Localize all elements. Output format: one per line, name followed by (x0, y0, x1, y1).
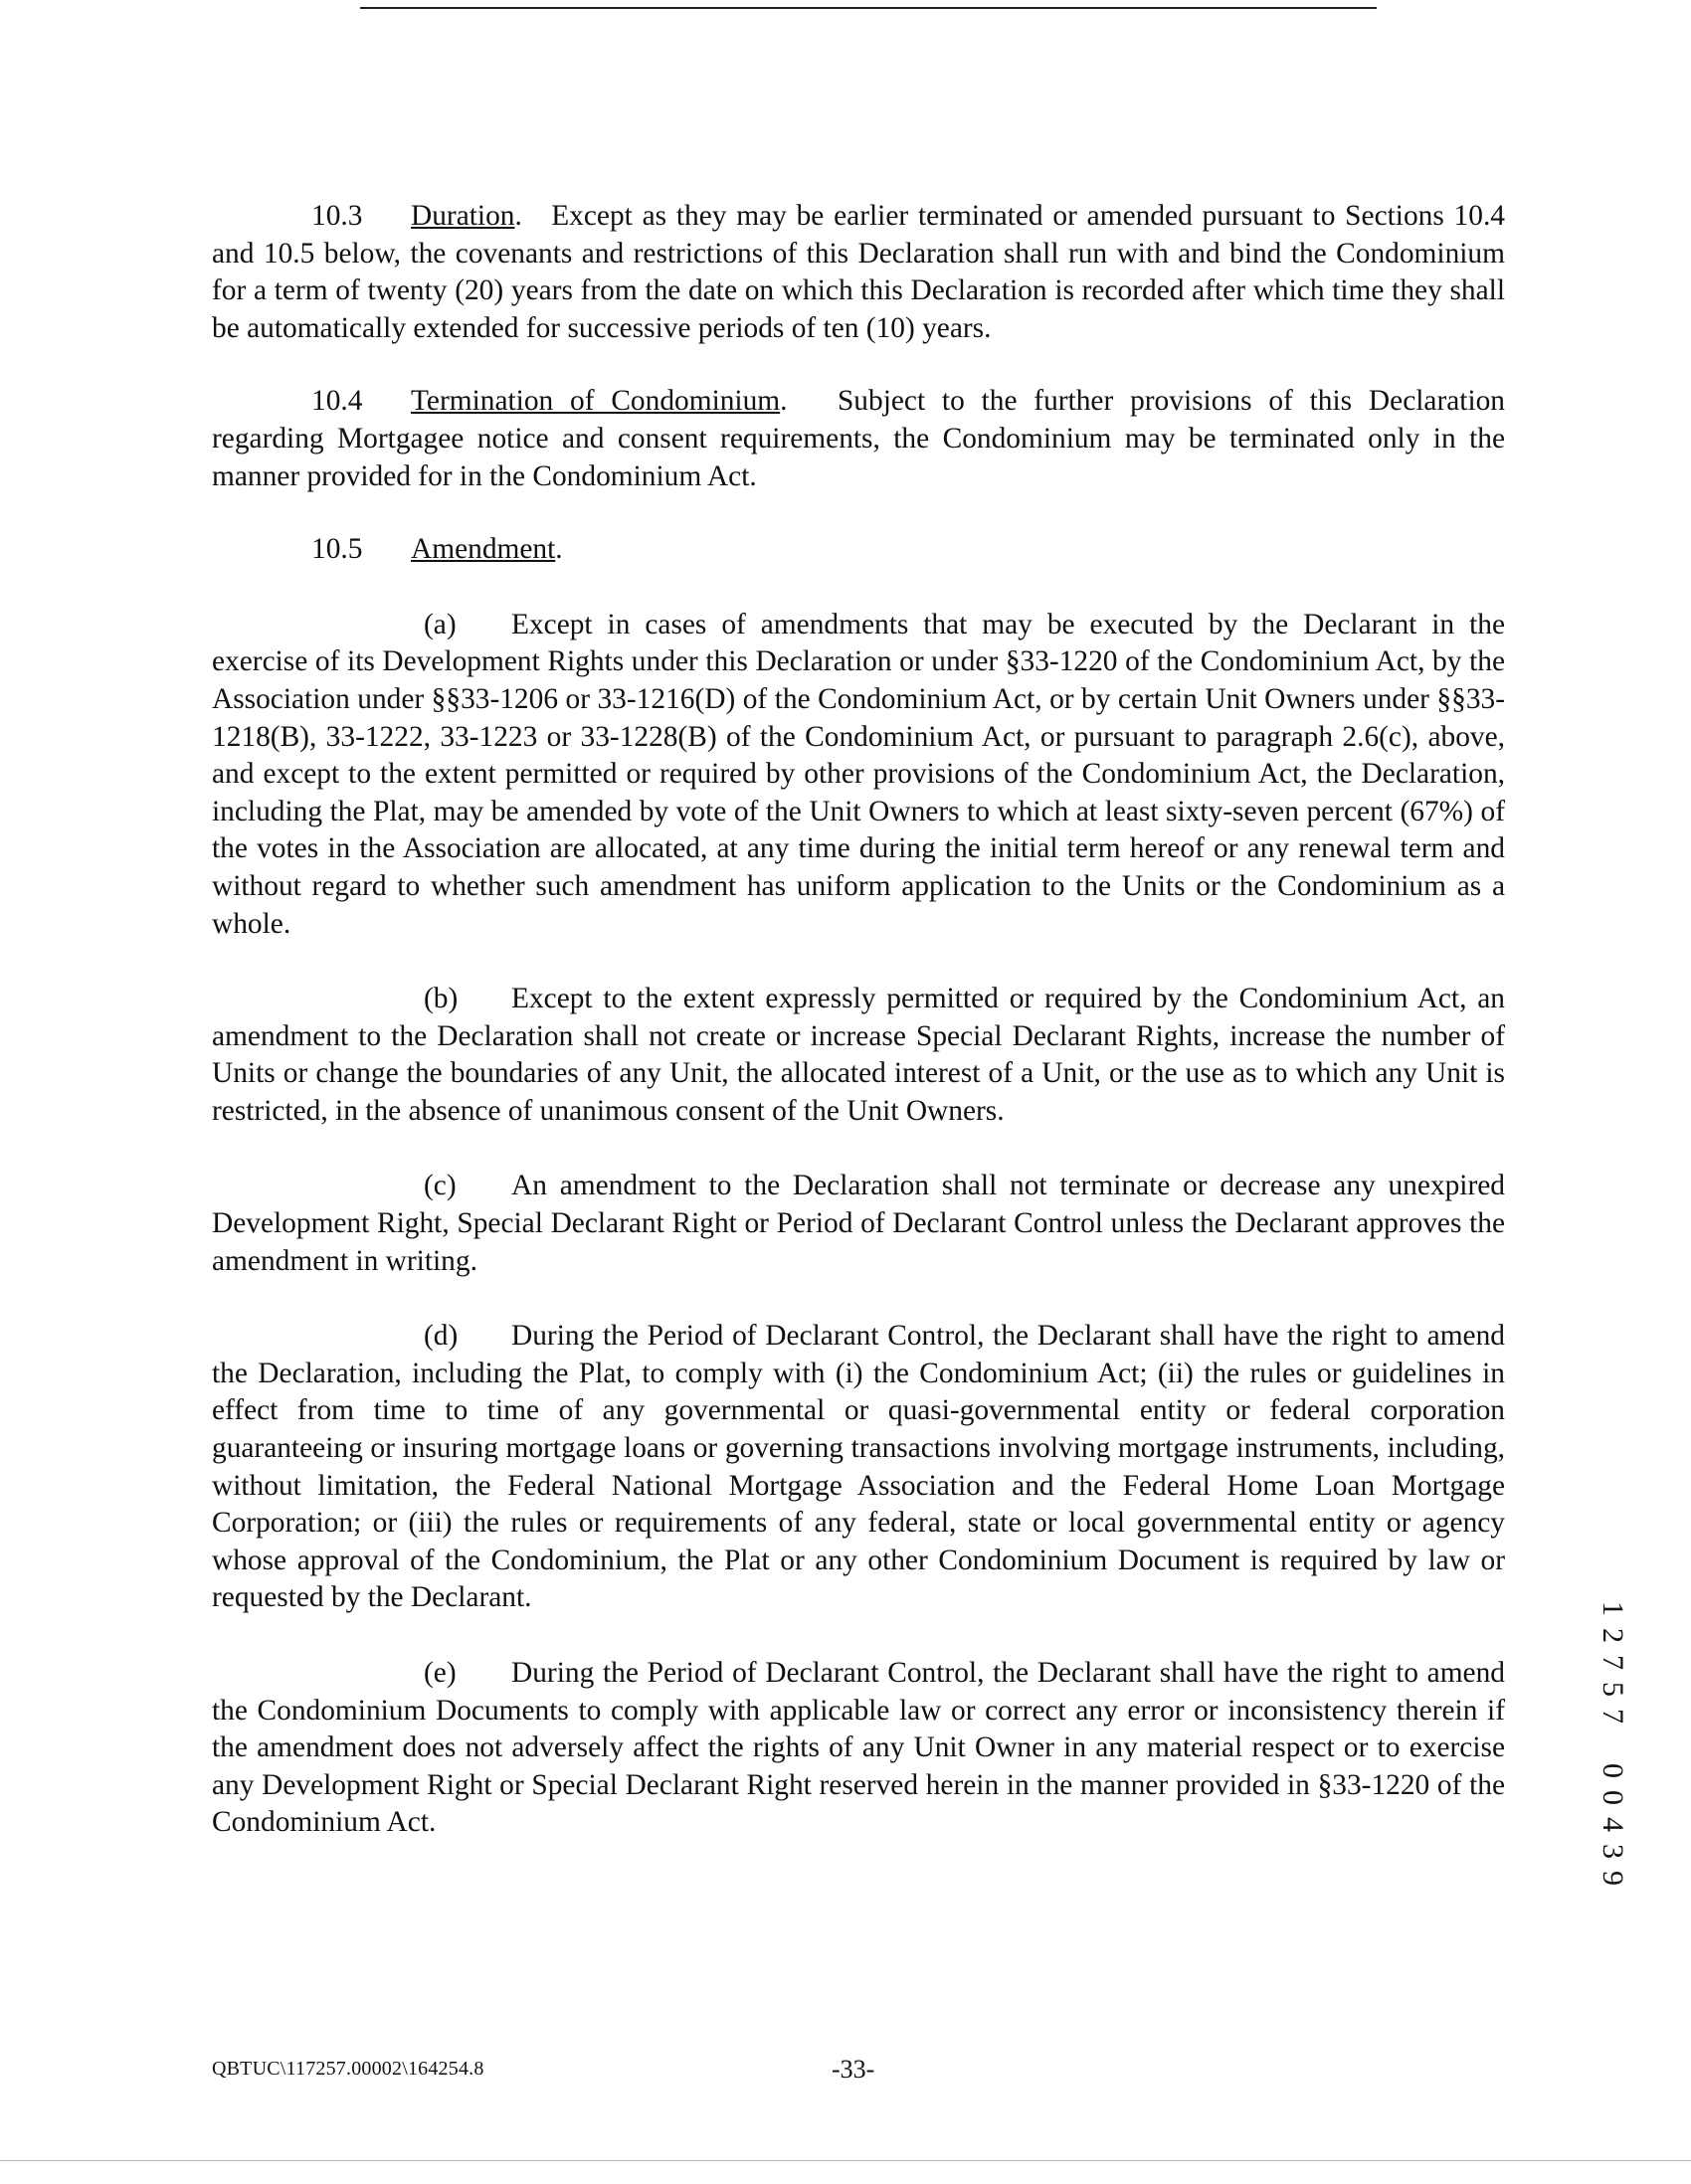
stamp-digit: 7 (1596, 1655, 1629, 1670)
subsection-c (212, 1168, 1505, 1280)
stamp-digit: 0 (1596, 1790, 1629, 1805)
page-number: -33- (832, 2055, 875, 2084)
stamp-digit: 7 (1596, 1709, 1629, 1724)
subsection-body: An amendment to the Declaration shall not terminate or decrease any unexpired Development Right, Special Declarant Right or Period of Declarant Control unless the Declarant approves the amendment in writing. (212, 1170, 1505, 1277)
stamp-digit: 5 (1596, 1682, 1629, 1697)
subsection-label: (a) (424, 608, 457, 640)
section-10-3 (212, 198, 1505, 347)
subsection-body: During the Period of Declarant Control, the Declarant shall have the right to amend the Condominium Documents to comply with applicable law or correct any error or inconsistency therein if the amendment does not adversely affect the rights of any Unit Owner in any material respect or to exercise any Development Right or Special Declarant Right reserved herein in the manner provided in §33-1220 of the Condominium Act. (212, 1657, 1505, 1839)
section-body: Except as they may be earlier terminated or amended pursuant to Sections 10.4 and 10.5 below, the covenants and restrictions of this Declaration shall run with and bind the Condominium for a term of twenty (20) years from the date on which this Declaration is recorded after which time they shall be automatically extended for successive periods of ten (10) years. (212, 200, 1505, 344)
section-number: 10.4 (311, 385, 363, 418)
subsection-label: (d) (424, 1320, 459, 1353)
subsection-body: During the Period of Declarant Control, the Declarant shall have the right to amend the Declaration, including the Plat, to comply with (i) the Condominium Act; (ii) the rules or guidelines in effect from time to time of any governmental or quasi-governmental entity or federal corporation guaranteeing or insuring mortgage loans or governing transactions involving mortgage instruments, including, without limitation, the Federal National Mortgage Association and the Federal Home Loan Mortgage Corporation; or (iii) the rules or requirements of any federal, state or local governmental entity or agency whose approval of the Condominium, the Plat or any other Condominium Document is required by law or requested by the Declarant. (212, 1320, 1505, 1614)
subsection-a (212, 607, 1505, 943)
subsection-label: (b) (424, 983, 459, 1015)
subsection-b (212, 981, 1505, 1130)
section-10-4 (212, 383, 1505, 495)
subsection-d (212, 1318, 1505, 1617)
stamp-digit: 4 (1596, 1817, 1629, 1832)
title-punctuation: . (780, 385, 788, 418)
top-rule (360, 7, 1377, 9)
section-10-5 (212, 531, 1505, 569)
subsection-body: Except in cases of amendments that may be executed by the Declarant in the exercise of its Development Rights under this Declaration or under §33-1220 of the Condominium Act, by the Association under §§33-1206 or 33-1216(D) of the Condominium Act, or by certain Unit Owners under §§33-1218(B), 33-1222, 33-1223 or 33-1228(B) of the Condominium Act, or pursuant to paragraph 2.6(c), above, and except to the extent permitted or required by other provisions of the Condominium Act, the Declaration, including the Plat, may be amended by vote of the Unit Owners to which at least sixty-seven percent (67%) of the votes in the Association are allocated, at any time during the initial term hereof or any renewal term and without regard to whether such amendment has uniform application to the Units or the Condominium as a whole. (212, 608, 1505, 940)
section-title: Amendment (411, 533, 556, 566)
stamp-digit: 3 (1596, 1844, 1629, 1859)
section-number: 10.3 (311, 200, 363, 232)
stamp-digit: 0 (1596, 1763, 1629, 1778)
subsection-e (212, 1655, 1505, 1842)
document-body (212, 198, 1505, 1842)
subsection-label: (c) (424, 1170, 457, 1202)
stamp-digit: 9 (1596, 1871, 1629, 1886)
margin-recording-stamp (1596, 1595, 1629, 1892)
section-number: 10.5 (311, 533, 363, 566)
section-title: Termination of Condominium (411, 385, 781, 418)
stamp-digit: 1 (1596, 1601, 1629, 1616)
section-body: Subject to the further provisions of this Declaration regarding Mortgagee notice and consent requirements, the Condominium may be terminated only in the manner provided for in the Condominium Act. (212, 385, 1505, 492)
subsection-body: Except to the extent expressly permitted or required by the Condominium Act, an amendment to the Declaration shall not create or increase Special Declarant Rights, increase the number of Units or change the boundaries of any Unit, the allocated interest of a Unit, or the use as to which any Unit is restricted, in the absence of unanimous consent of the Unit Owners. (212, 983, 1505, 1127)
footer-document-code: QBTUC\117257.00002\164254.8 (212, 2058, 484, 2080)
subsection-label: (e) (424, 1657, 457, 1689)
title-punctuation: . (514, 200, 522, 232)
title-punctuation: . (555, 533, 563, 566)
stamp-digit: 2 (1596, 1628, 1629, 1643)
section-title: Duration (411, 200, 515, 232)
bottom-rule (0, 2160, 1691, 2161)
